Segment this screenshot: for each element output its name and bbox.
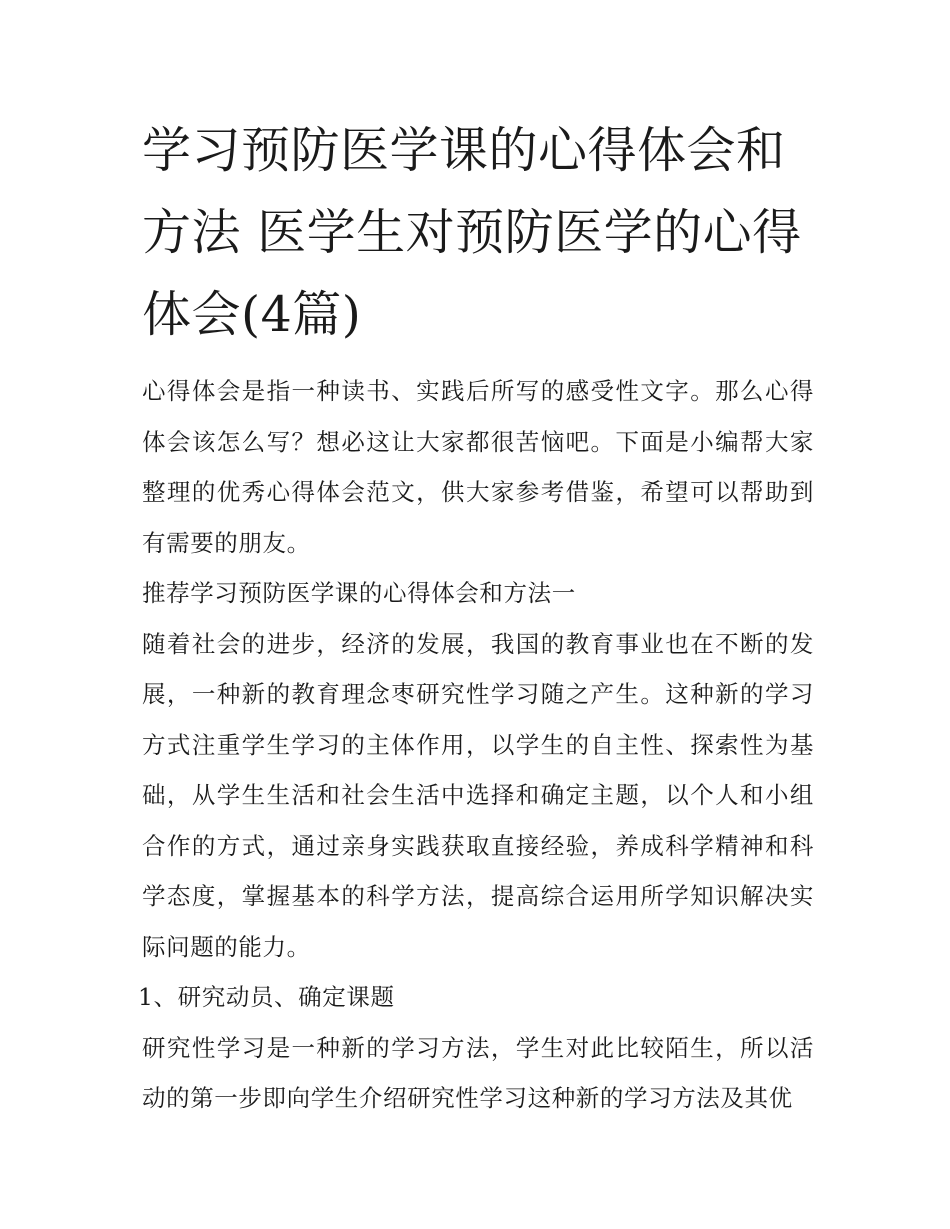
section-heading: 推荐学习预防医学课的心得体会和方法一 [142, 579, 576, 607]
body-paragraph-2: 研究性学习是一种新的学习方法，学生对此比较陌生，所以活动的第一步即向学生介绍研究性学习这种新的学习方法及其优 [142, 1033, 814, 1112]
intro-paragraph: 心得体会是指一种读书、实践后所写的感受性文字。那么心得体会该怎么写？想必这让大家都很苦恼吧。下面是小编帮大家整理的优秀心得体会范文，供大家参考借鉴，希望可以帮助到有需要的朋友。 [142, 377, 814, 557]
body-paragraph-1: 随着社会的进步，经济的发展，我国的教育事业也在不断的发展，一种新的教育理念枣研究性学习随之产生。这种新的学习方式注重学生学习的主体作用，以学生的自主性、探索性为基础，从学生生活和社会生活中选择和确定主题，以个人和小组合作的方式，通过亲身实践获取直接经验，养成科学精神和科学态度，掌握基本的科学方法，提高综合运用所学知识解决实际问题的能力。 [142, 629, 814, 961]
list-heading-1: 1、研究动员、确定课题 [138, 983, 395, 1011]
document-page [138, 110, 814, 1124]
document-title: 学习预防医学课的心得体会和方法 医学生对预防医学的心得体会(4篇) [142, 122, 802, 343]
